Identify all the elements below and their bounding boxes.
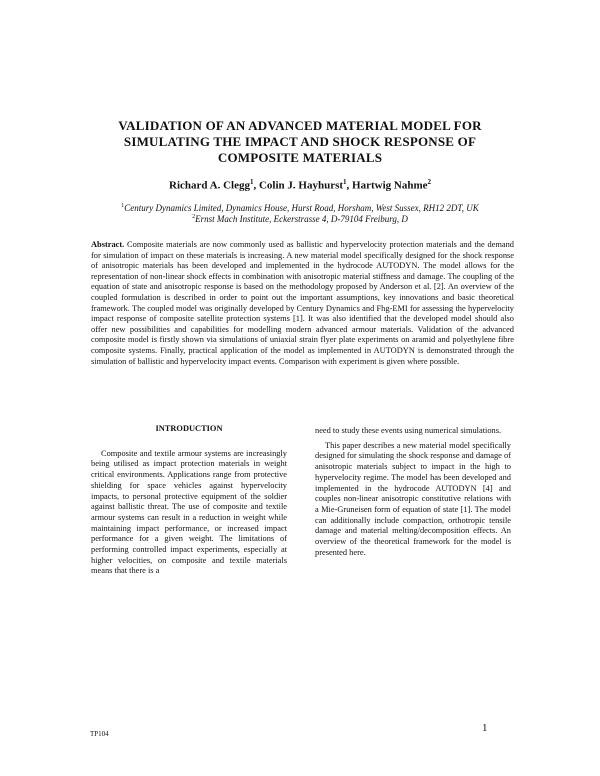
author-name: Richard A. Clegg [169, 179, 250, 192]
paragraph: Composite and textile armour systems are increasingly being utilised as impact protection materials in weight critical environments. Applications range from protective shielding for space vehicles against hypervelocity impacts, to personal protective equipment of the soldier against ballistic threat. The use of composite and textile armour systems can result in a reduction in weight while maintaining impact performance, or increased impact performance for a given weight. The limitations of performing controlled impact experiments, especially at higher velocities, on composite and textile materials means that there is a [91, 448, 287, 576]
author-affil-mark: 1 [249, 178, 254, 186]
affiliation-text: Century Dynamics Limited, Dynamics House, Hurst Road, Horsham, West Sussex, RH12 2DT, UK [124, 203, 479, 213]
abstract-text: Composite materials are now commonly used as ballistic and hypervelocity protection materials and the demand for simulation of impact on these materials is increasing. A new material model specifically designed for the shock response of anisotropic materials has been developed and implemented in the hydrocode AUTODYN. The model allows for the representation of non-linear shock effects in combination with anisotropic material stiffness and damage. The coupling of the equation of state and anisotropic response is based on the methodology proposed by Anderson et al. [2]. An overview of the coupled formulation is described in order to point out the important assumptions, key innovations and basic theoretical framework. The coupled model was originally developed by Century Dynamics and Fhg-EMI for assessing the hypervelocity impact response of composite satellite protection systems [1]. It was also identified that the developed model should also offer new possibilities and capabilities for modelling modern advanced armour materials. Validation of the advanced composite model is firstly shown via simulations of uniaxial strain flyer plate experiments on aramid and polyethylene fibre composite systems. Finally, practical application of the model as implemented in AUTODYN is demonstrated through the simulation of ballistic and hypervelocity impact events. Comparison with experiment is given where possible. [91, 240, 514, 366]
author-name: Colin J. Hayhurst [258, 179, 344, 192]
author-affil-mark: 1 [343, 178, 347, 186]
right-column [315, 426, 511, 562]
left-column [91, 424, 287, 581]
paragraph-continuation: need to study these events using numerical simulations. [315, 426, 502, 435]
title-line: VALIDATION OF AN ADVANCED MATERIAL MODEL FOR [118, 118, 482, 133]
author-separator: , [253, 179, 259, 192]
author-separator: , [346, 179, 353, 192]
title-line: SIMULATING THE IMPACT AND SHOCK RESPONSE OF [123, 134, 477, 149]
abstract-label: Abstract. [91, 240, 125, 249]
paragraph: This paper describes a new material model specifically designed for simulating the shock response and damage of anisotropic materials subject to impact in the high to hypervelocity regime. The model has been developed and implemented in the hydrocode AUTODYN [4] and couples non-linear anisotropic constitutive relations with a Mie-Gruneisen form of equation of state [1]. The model can additionally include compaction, orthotropic tensile damage and material melting/decomposition effects. An overview of the theoretical framework for the model is presented here. [315, 440, 511, 557]
author-name: Hartwig Nahme [352, 179, 428, 192]
affiliation-text: Ernst Mach Institute, Eckerstrasse 4, D-79104 Freiburg, D [195, 214, 408, 224]
page-number: 1 [482, 722, 488, 734]
author-list [60, 178, 540, 192]
author-affil-mark: 2 [427, 178, 431, 186]
section-heading: INTRODUCTION [155, 424, 223, 433]
affiliation-mark: 1 [121, 203, 125, 209]
abstract [91, 240, 514, 367]
paper-code: TP104 [90, 730, 109, 738]
affiliation-mark: 2 [192, 214, 196, 220]
paper-title [60, 118, 540, 166]
affiliation-2 [60, 212, 540, 225]
title-line: COMPOSITE MATERIALS [217, 150, 383, 165]
